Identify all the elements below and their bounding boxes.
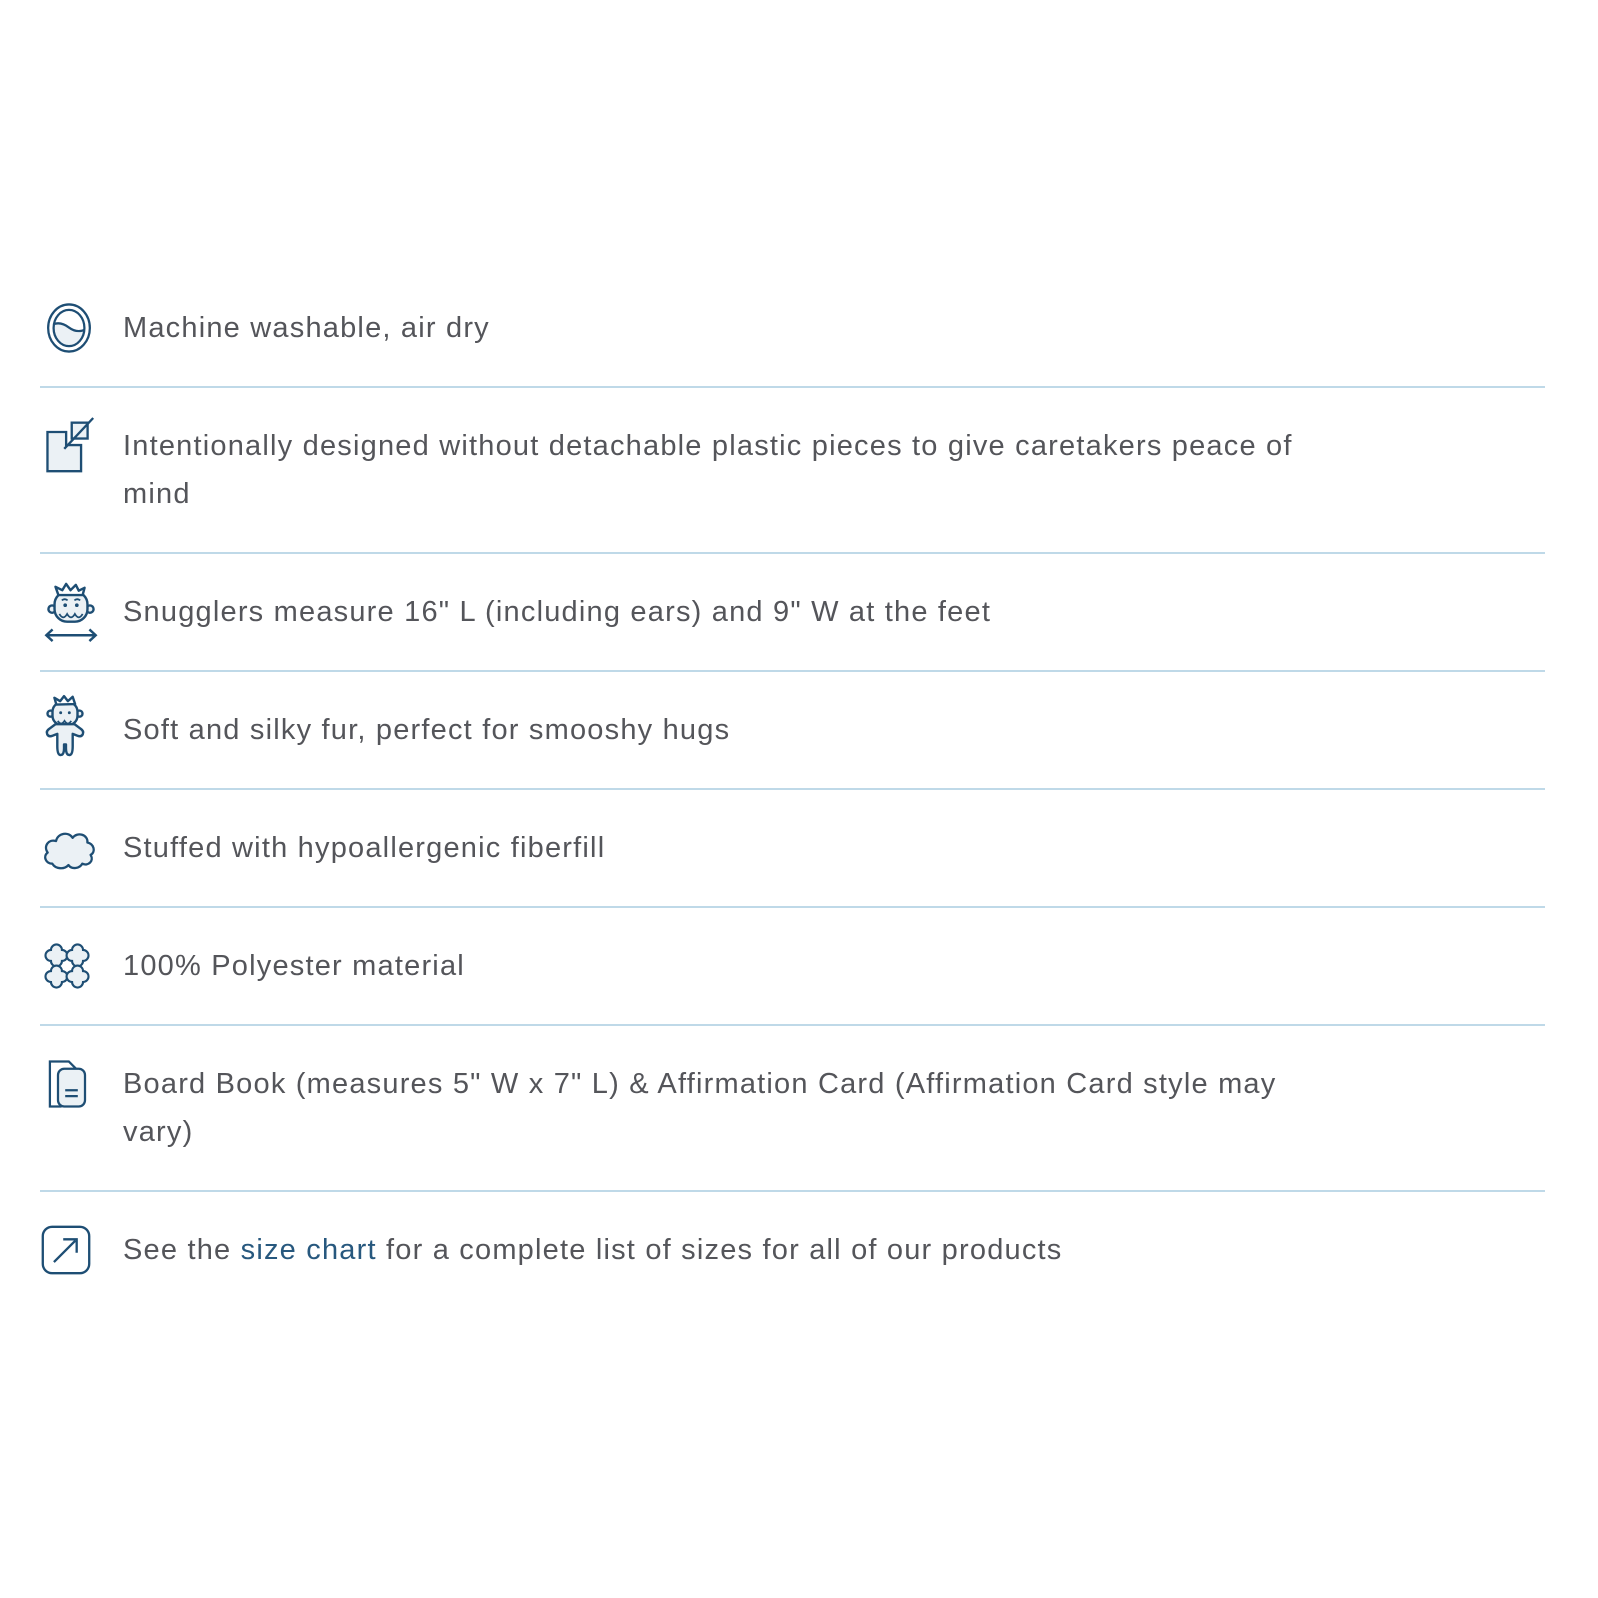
feature-text: Intentionally designed without detachable plastic pieces to give caretakers peace of mind	[123, 430, 1293, 510]
no-detachable-plastic-icon	[40, 422, 123, 470]
size-chart-external-link-icon	[40, 1226, 123, 1274]
feature-row-size-chart	[40, 1192, 1545, 1308]
size-chart-text-suffix: for a complete list of sizes for all of our products	[376, 1234, 1063, 1266]
feature-text: Board Book (measures 5" W x 7" L) & Affirmation Card (Affirmation Card style may vary)	[123, 1068, 1277, 1148]
feature-text: Snugglers measure 16" L (including ears) and 9" W at the feet	[123, 596, 992, 628]
feature-row-measurements	[40, 554, 1545, 672]
board-book-card-icon	[40, 1060, 123, 1108]
feature-row-fiberfill	[40, 790, 1545, 908]
snuggler-width-measure-icon	[40, 588, 123, 636]
feature-text	[123, 1226, 1063, 1274]
feature-text: 100% Polyester material	[123, 950, 465, 982]
feature-row-no-plastic	[40, 388, 1545, 554]
feature-row-soft-fur	[40, 672, 1545, 790]
polyester-material-icon	[40, 942, 123, 990]
product-feature-list	[40, 0, 1545, 1308]
feature-text: Soft and silky fur, perfect for smooshy hugs	[123, 714, 731, 746]
feature-text: Stuffed with hypoallergenic fiberfill	[123, 832, 606, 864]
feature-row-polyester	[40, 908, 1545, 1026]
feature-row-machine-washable	[40, 270, 1545, 388]
feature-row-board-book	[40, 1026, 1545, 1192]
washing-machine-icon	[40, 304, 123, 352]
feature-text: Machine washable, air dry	[123, 312, 490, 344]
soft-fur-creature-icon	[40, 706, 123, 754]
size-chart-text-prefix: See the	[123, 1234, 241, 1266]
fiberfill-cloud-icon	[40, 824, 123, 872]
size-chart-link[interactable]: size chart	[240, 1234, 377, 1266]
